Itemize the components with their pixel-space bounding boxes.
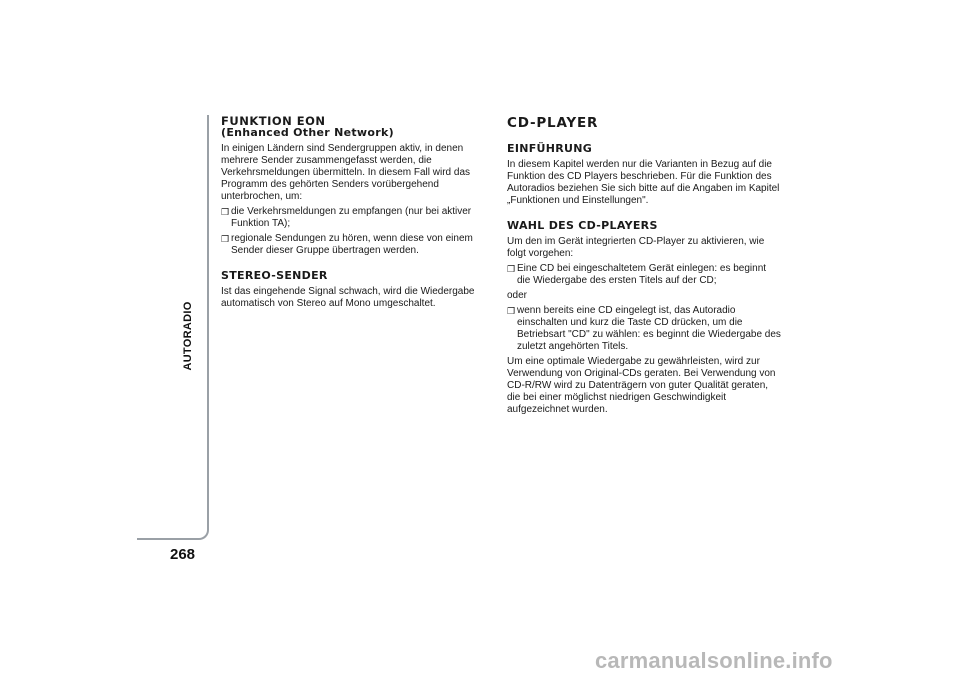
stereo-title: STEREO-SENDER (221, 269, 328, 282)
page-number: 268 (170, 546, 196, 563)
checkbox-bullet-icon: ❒ (507, 264, 516, 274)
select-bullet-1: Eine CD bei eingeschaltetem Gerät einlegen: es beginnt die Wiedergabe des ersten Titels auf der CD; (517, 263, 767, 286)
select-bullet-2: wenn bereits eine CD eingelegt ist, das Autoradio einschalten und kurz die Taste CD drücken, um die Betriebsart "CD" zu wählen: es beginnt die Wiedergabe des zuletzt angehörten Titels. (517, 305, 781, 352)
stereo-text: Ist das eingehende Signal schwach, wird die Wiedergabe automatisch von Stereo auf Mono umgeschaltet. (221, 286, 475, 309)
left-column (221, 115, 496, 313)
cd-player-title: CD-PLAYER (507, 115, 599, 131)
select-title: WAHL DES CD-PLAYERS (507, 219, 658, 232)
checkbox-bullet-icon: ❒ (221, 234, 230, 244)
checkbox-bullet-icon: ❒ (507, 306, 516, 316)
list-item (221, 233, 496, 257)
eon-subtitle: (Enhanced Other Network) (221, 126, 394, 139)
intro-title: EINFÜHRUNG (507, 142, 593, 155)
eon-title: FUNKTION EON (221, 114, 326, 128)
watermark: carmanualsonline.info (595, 648, 833, 673)
checkbox-bullet-icon: ❒ (221, 207, 230, 217)
eon-bullet-1: die Verkehrsmeldungen zu empfangen (nur bei aktiver Funktion TA); (231, 206, 472, 229)
sidebar-frame (137, 115, 209, 540)
select-text: Um den im Gerät integrierten CD-Player zu aktivieren, wie folgt vorgehen: (507, 236, 765, 259)
eon-intro: In einigen Ländern sind Sendergruppen aktiv, in denen mehrere Sender zusammengefasst werden, die Verkehrsmeldungen übermitteln. In diesem Fall wird das Programm des gehörten Senders vorübergehend unterbrochen, um: (221, 143, 471, 202)
section-label: AUTORADIO (182, 301, 194, 371)
quality-text: Um eine optimale Wiedergabe zu gewährleisten, wird zur Verwendung von Original-CDs geraten. Bei Verwendung von CD-R/RW wird zu Datenträgern von guter Qualität geraten, die bei einer möglichst niedrigen Geschwindigkeit aufgezeichnet wurden. (507, 356, 776, 415)
eon-bullet-2: regionale Sendungen zu hören, wenn diese von einem Sender dieser Gruppe übertragen werden. (231, 233, 473, 256)
list-item (221, 206, 496, 230)
or-text: oder (507, 290, 528, 301)
right-column (507, 115, 782, 419)
intro-text: In diesem Kapitel werden nur die Varianten in Bezug auf die Funktion des CD Players beschrieben. Für die Funktion des Autoradios beziehen Sie sich bitte auf die Angaben im Kapitel „Funktionen und Einstellungen". (507, 159, 780, 206)
list-item (507, 263, 782, 287)
list-item (507, 305, 782, 353)
